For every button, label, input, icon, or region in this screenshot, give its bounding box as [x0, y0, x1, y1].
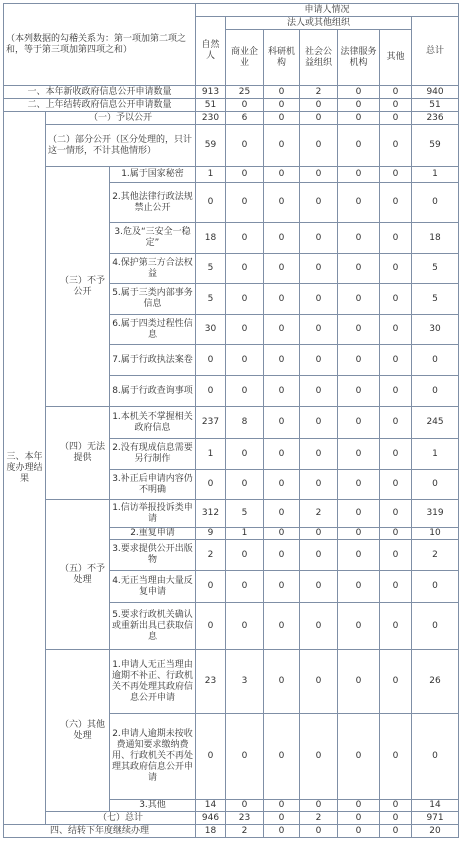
header-total: 总计 [412, 17, 459, 86]
value-cell: 8 [226, 407, 264, 439]
header-org-type: 法律服务机构 [338, 30, 380, 86]
value-cell: 0 [196, 183, 226, 223]
value-cell: 0 [264, 376, 300, 407]
total-cell: 0 [412, 571, 459, 603]
value-cell: 0 [264, 571, 300, 603]
value-cell: 0 [226, 714, 264, 800]
value-cell: 6 [226, 112, 264, 125]
value-cell: 230 [196, 112, 226, 125]
value-cell: 0 [264, 812, 300, 825]
value-cell: 0 [380, 714, 412, 800]
value-cell: 0 [300, 603, 338, 650]
header-org-type: 其他 [380, 30, 412, 86]
value-cell: 0 [380, 254, 412, 284]
value-cell: 0 [226, 603, 264, 650]
value-cell: 0 [300, 714, 338, 800]
total-cell: 0 [412, 470, 459, 500]
total-cell: 0 [412, 603, 459, 650]
value-cell: 0 [226, 284, 264, 315]
value-cell: 0 [338, 112, 380, 125]
header-applicant-info: 申请人情况 [196, 4, 459, 17]
value-cell: 0 [338, 407, 380, 439]
value-cell: 0 [380, 345, 412, 376]
value-cell: 0 [300, 254, 338, 284]
total-cell: 26 [412, 650, 459, 714]
value-cell: 0 [338, 540, 380, 571]
value-cell: 2 [226, 825, 264, 838]
header-natural-person: 自然人 [196, 17, 226, 86]
total-cell: 1 [412, 167, 459, 183]
total-cell: 971 [412, 812, 459, 825]
value-cell: 0 [338, 439, 380, 470]
value-cell: 0 [300, 800, 338, 812]
sub-item-label: 5.要求行政机关确认或重新出具已获取信息 [110, 603, 196, 650]
value-cell: 0 [226, 540, 264, 571]
table-row [4, 86, 459, 99]
sub-item-label: 1.信访举报投诉类申请 [110, 500, 196, 528]
group-label: （三）不予公开 [46, 167, 110, 407]
value-cell: 0 [338, 223, 380, 254]
value-cell: 0 [300, 223, 338, 254]
value-cell: 0 [380, 812, 412, 825]
value-cell: 0 [226, 183, 264, 223]
value-cell: 0 [226, 99, 264, 112]
value-cell: 312 [196, 500, 226, 528]
value-cell: 0 [264, 86, 300, 99]
value-cell: 0 [338, 714, 380, 800]
header-org-type: 商业企业 [226, 30, 264, 86]
sub-item-label: 5.属于三类内部事务信息 [110, 284, 196, 315]
header-legal-org: 法人或其他组织 [226, 17, 412, 30]
value-cell: 0 [380, 284, 412, 315]
total-cell: 14 [412, 800, 459, 812]
value-cell: 0 [338, 99, 380, 112]
value-cell: 30 [196, 315, 226, 345]
sub-item-label: 3.其他 [110, 800, 196, 812]
value-cell: 0 [338, 528, 380, 540]
value-cell: 0 [264, 99, 300, 112]
value-cell: 0 [226, 439, 264, 470]
sub-item-label: 2.没有现成信息需要另行制作 [110, 439, 196, 470]
group-label: （六）其他处理 [46, 650, 110, 812]
value-cell: 0 [226, 571, 264, 603]
value-cell: 0 [264, 125, 300, 167]
value-cell: 0 [196, 470, 226, 500]
sub-item-label: 2.申请人逾期未按收费通知要求缴纳费用、行政机关不再处理其政府信息公开申请 [110, 714, 196, 800]
value-cell: 25 [226, 86, 264, 99]
value-cell: 0 [380, 540, 412, 571]
table-row [4, 812, 459, 825]
value-cell: 0 [300, 315, 338, 345]
total-cell: 0 [412, 376, 459, 407]
table-row [4, 650, 459, 714]
value-cell: 0 [300, 528, 338, 540]
table-row [4, 125, 459, 167]
disclosure-stats-table [3, 3, 459, 838]
value-cell: 0 [338, 315, 380, 345]
table-row [4, 99, 459, 112]
value-cell: 0 [380, 470, 412, 500]
value-cell: 0 [300, 407, 338, 439]
value-cell: 18 [196, 825, 226, 838]
value-cell: 0 [226, 167, 264, 183]
value-cell: 18 [196, 223, 226, 254]
value-cell: 0 [338, 800, 380, 812]
value-cell: 0 [380, 825, 412, 838]
total-cell: 18 [412, 223, 459, 254]
value-cell: 0 [380, 112, 412, 125]
value-cell: 0 [264, 284, 300, 315]
value-cell: 0 [226, 254, 264, 284]
table-row [4, 112, 459, 125]
value-cell: 0 [338, 650, 380, 714]
table-row [4, 825, 459, 838]
value-cell: 0 [264, 407, 300, 439]
value-cell: 0 [380, 528, 412, 540]
row-label: （二）部分公开（区分处理的，只计这一情形，不计其他情形） [46, 125, 196, 167]
value-cell: 0 [264, 167, 300, 183]
value-cell: 2 [196, 540, 226, 571]
value-cell: 0 [380, 183, 412, 223]
value-cell: 0 [380, 500, 412, 528]
value-cell: 0 [264, 540, 300, 571]
value-cell: 1 [196, 439, 226, 470]
value-cell: 0 [264, 315, 300, 345]
total-cell: 20 [412, 825, 459, 838]
value-cell: 0 [380, 315, 412, 345]
total-cell: 940 [412, 86, 459, 99]
value-cell: 0 [226, 470, 264, 500]
value-cell: 0 [338, 603, 380, 650]
total-cell: 59 [412, 125, 459, 167]
value-cell: 1 [196, 167, 226, 183]
row-label: 四、结转下年度继续办理 [4, 825, 196, 838]
value-cell: 237 [196, 407, 226, 439]
value-cell: 0 [338, 376, 380, 407]
value-cell: 0 [300, 125, 338, 167]
sub-item-label: 1.申请人无正当理由逾期不补正、行政机关不再处理其政府信息公开申请 [110, 650, 196, 714]
total-cell: 245 [412, 407, 459, 439]
value-cell: 23 [196, 650, 226, 714]
value-cell: 0 [380, 407, 412, 439]
total-cell: 5 [412, 254, 459, 284]
value-cell: 0 [380, 603, 412, 650]
value-cell: 14 [196, 800, 226, 812]
row-label: 一、本年新收政府信息公开申请数量 [4, 86, 196, 99]
value-cell: 5 [196, 284, 226, 315]
sub-item-label: 4.无正当理由大量反复申请 [110, 571, 196, 603]
sub-item-label: 2.重复申请 [110, 528, 196, 540]
total-cell: 0 [412, 183, 459, 223]
value-cell: 0 [380, 223, 412, 254]
value-cell: 0 [380, 167, 412, 183]
header-org-type: 社会公益组织 [300, 30, 338, 86]
value-cell: 0 [264, 603, 300, 650]
value-cell: 0 [338, 500, 380, 528]
value-cell: 0 [300, 540, 338, 571]
total-cell: 319 [412, 500, 459, 528]
value-cell: 0 [300, 99, 338, 112]
sub-item-label: 6.属于四类过程性信息 [110, 315, 196, 345]
value-cell: 0 [264, 223, 300, 254]
value-cell: 5 [226, 500, 264, 528]
value-cell: 946 [196, 812, 226, 825]
value-cell: 0 [380, 99, 412, 112]
value-cell: 0 [300, 345, 338, 376]
corner-note: （本列数据的勾稽关系为：第一项加第二项之和，等于第三项加第四项之和） [4, 4, 196, 86]
sub-item-label: 8.属于行政查询事项 [110, 376, 196, 407]
value-cell: 0 [300, 376, 338, 407]
value-cell: 0 [226, 800, 264, 812]
table-row [4, 167, 459, 183]
value-cell: 0 [196, 376, 226, 407]
value-cell: 913 [196, 86, 226, 99]
value-cell: 0 [300, 825, 338, 838]
value-cell: 0 [264, 470, 300, 500]
value-cell: 2 [300, 86, 338, 99]
value-cell: 0 [380, 571, 412, 603]
value-cell: 0 [196, 571, 226, 603]
total-cell: 0 [412, 345, 459, 376]
group-label: （四）无法提供 [46, 407, 110, 500]
value-cell: 2 [300, 500, 338, 528]
value-cell: 3 [226, 650, 264, 714]
value-cell: 0 [264, 650, 300, 714]
value-cell: 5 [196, 254, 226, 284]
value-cell: 0 [300, 439, 338, 470]
value-cell: 0 [226, 223, 264, 254]
value-cell: 9 [196, 528, 226, 540]
value-cell: 0 [300, 650, 338, 714]
value-cell: 0 [196, 345, 226, 376]
value-cell: 0 [300, 112, 338, 125]
value-cell: 51 [196, 99, 226, 112]
value-cell: 0 [264, 183, 300, 223]
value-cell: 0 [338, 167, 380, 183]
value-cell: 2 [300, 812, 338, 825]
value-cell: 23 [226, 812, 264, 825]
table-row [4, 407, 459, 439]
sub-item-label: 3.危及“三安全一稳定” [110, 223, 196, 254]
value-cell: 0 [264, 500, 300, 528]
value-cell: 0 [338, 86, 380, 99]
sub-item-label: 3.补正后申请内容仍不明确 [110, 470, 196, 500]
row-label: （七）总计 [46, 812, 196, 825]
value-cell: 0 [226, 315, 264, 345]
value-cell: 0 [380, 125, 412, 167]
value-cell: 0 [338, 812, 380, 825]
result-group-label: 三、本年度办理结果 [4, 112, 46, 825]
total-cell: 51 [412, 99, 459, 112]
value-cell: 0 [226, 125, 264, 167]
value-cell: 0 [380, 376, 412, 407]
sub-item-label: 1.本机关不掌握相关政府信息 [110, 407, 196, 439]
value-cell: 0 [264, 825, 300, 838]
value-cell: 0 [264, 254, 300, 284]
value-cell: 0 [264, 800, 300, 812]
row-label: （一）予以公开 [46, 112, 196, 125]
value-cell: 0 [226, 345, 264, 376]
total-cell: 5 [412, 284, 459, 315]
total-cell: 2 [412, 540, 459, 571]
row-label: 二、上年结转政府信息公开申请数量 [4, 99, 196, 112]
value-cell: 0 [338, 825, 380, 838]
value-cell: 0 [264, 528, 300, 540]
sub-item-label: 7.属于行政执法案卷 [110, 345, 196, 376]
value-cell: 0 [338, 183, 380, 223]
value-cell: 0 [338, 284, 380, 315]
value-cell: 0 [338, 125, 380, 167]
value-cell: 59 [196, 125, 226, 167]
value-cell: 0 [380, 439, 412, 470]
table-row [4, 500, 459, 528]
value-cell: 0 [380, 86, 412, 99]
value-cell: 0 [300, 571, 338, 603]
value-cell: 0 [264, 112, 300, 125]
value-cell: 1 [226, 528, 264, 540]
sub-item-label: 1.属于国家秘密 [110, 167, 196, 183]
value-cell: 0 [338, 254, 380, 284]
total-cell: 1 [412, 439, 459, 470]
value-cell: 0 [196, 603, 226, 650]
total-cell: 0 [412, 714, 459, 800]
value-cell: 0 [300, 470, 338, 500]
sub-item-label: 3.要求提供公开出版物 [110, 540, 196, 571]
value-cell: 0 [338, 470, 380, 500]
sub-item-label: 4.保护第三方合法权益 [110, 254, 196, 284]
total-cell: 10 [412, 528, 459, 540]
value-cell: 0 [300, 167, 338, 183]
value-cell: 0 [300, 284, 338, 315]
header-org-type: 科研机构 [264, 30, 300, 86]
value-cell: 0 [264, 714, 300, 800]
sub-item-label: 2.其他法律行政法规禁止公开 [110, 183, 196, 223]
total-cell: 30 [412, 315, 459, 345]
value-cell: 0 [300, 183, 338, 223]
value-cell: 0 [196, 714, 226, 800]
value-cell: 0 [380, 800, 412, 812]
value-cell: 0 [264, 439, 300, 470]
value-cell: 0 [380, 650, 412, 714]
value-cell: 0 [338, 571, 380, 603]
group-label: （五）不予处理 [46, 500, 110, 650]
total-cell: 236 [412, 112, 459, 125]
value-cell: 0 [264, 345, 300, 376]
value-cell: 0 [226, 376, 264, 407]
value-cell: 0 [338, 345, 380, 376]
